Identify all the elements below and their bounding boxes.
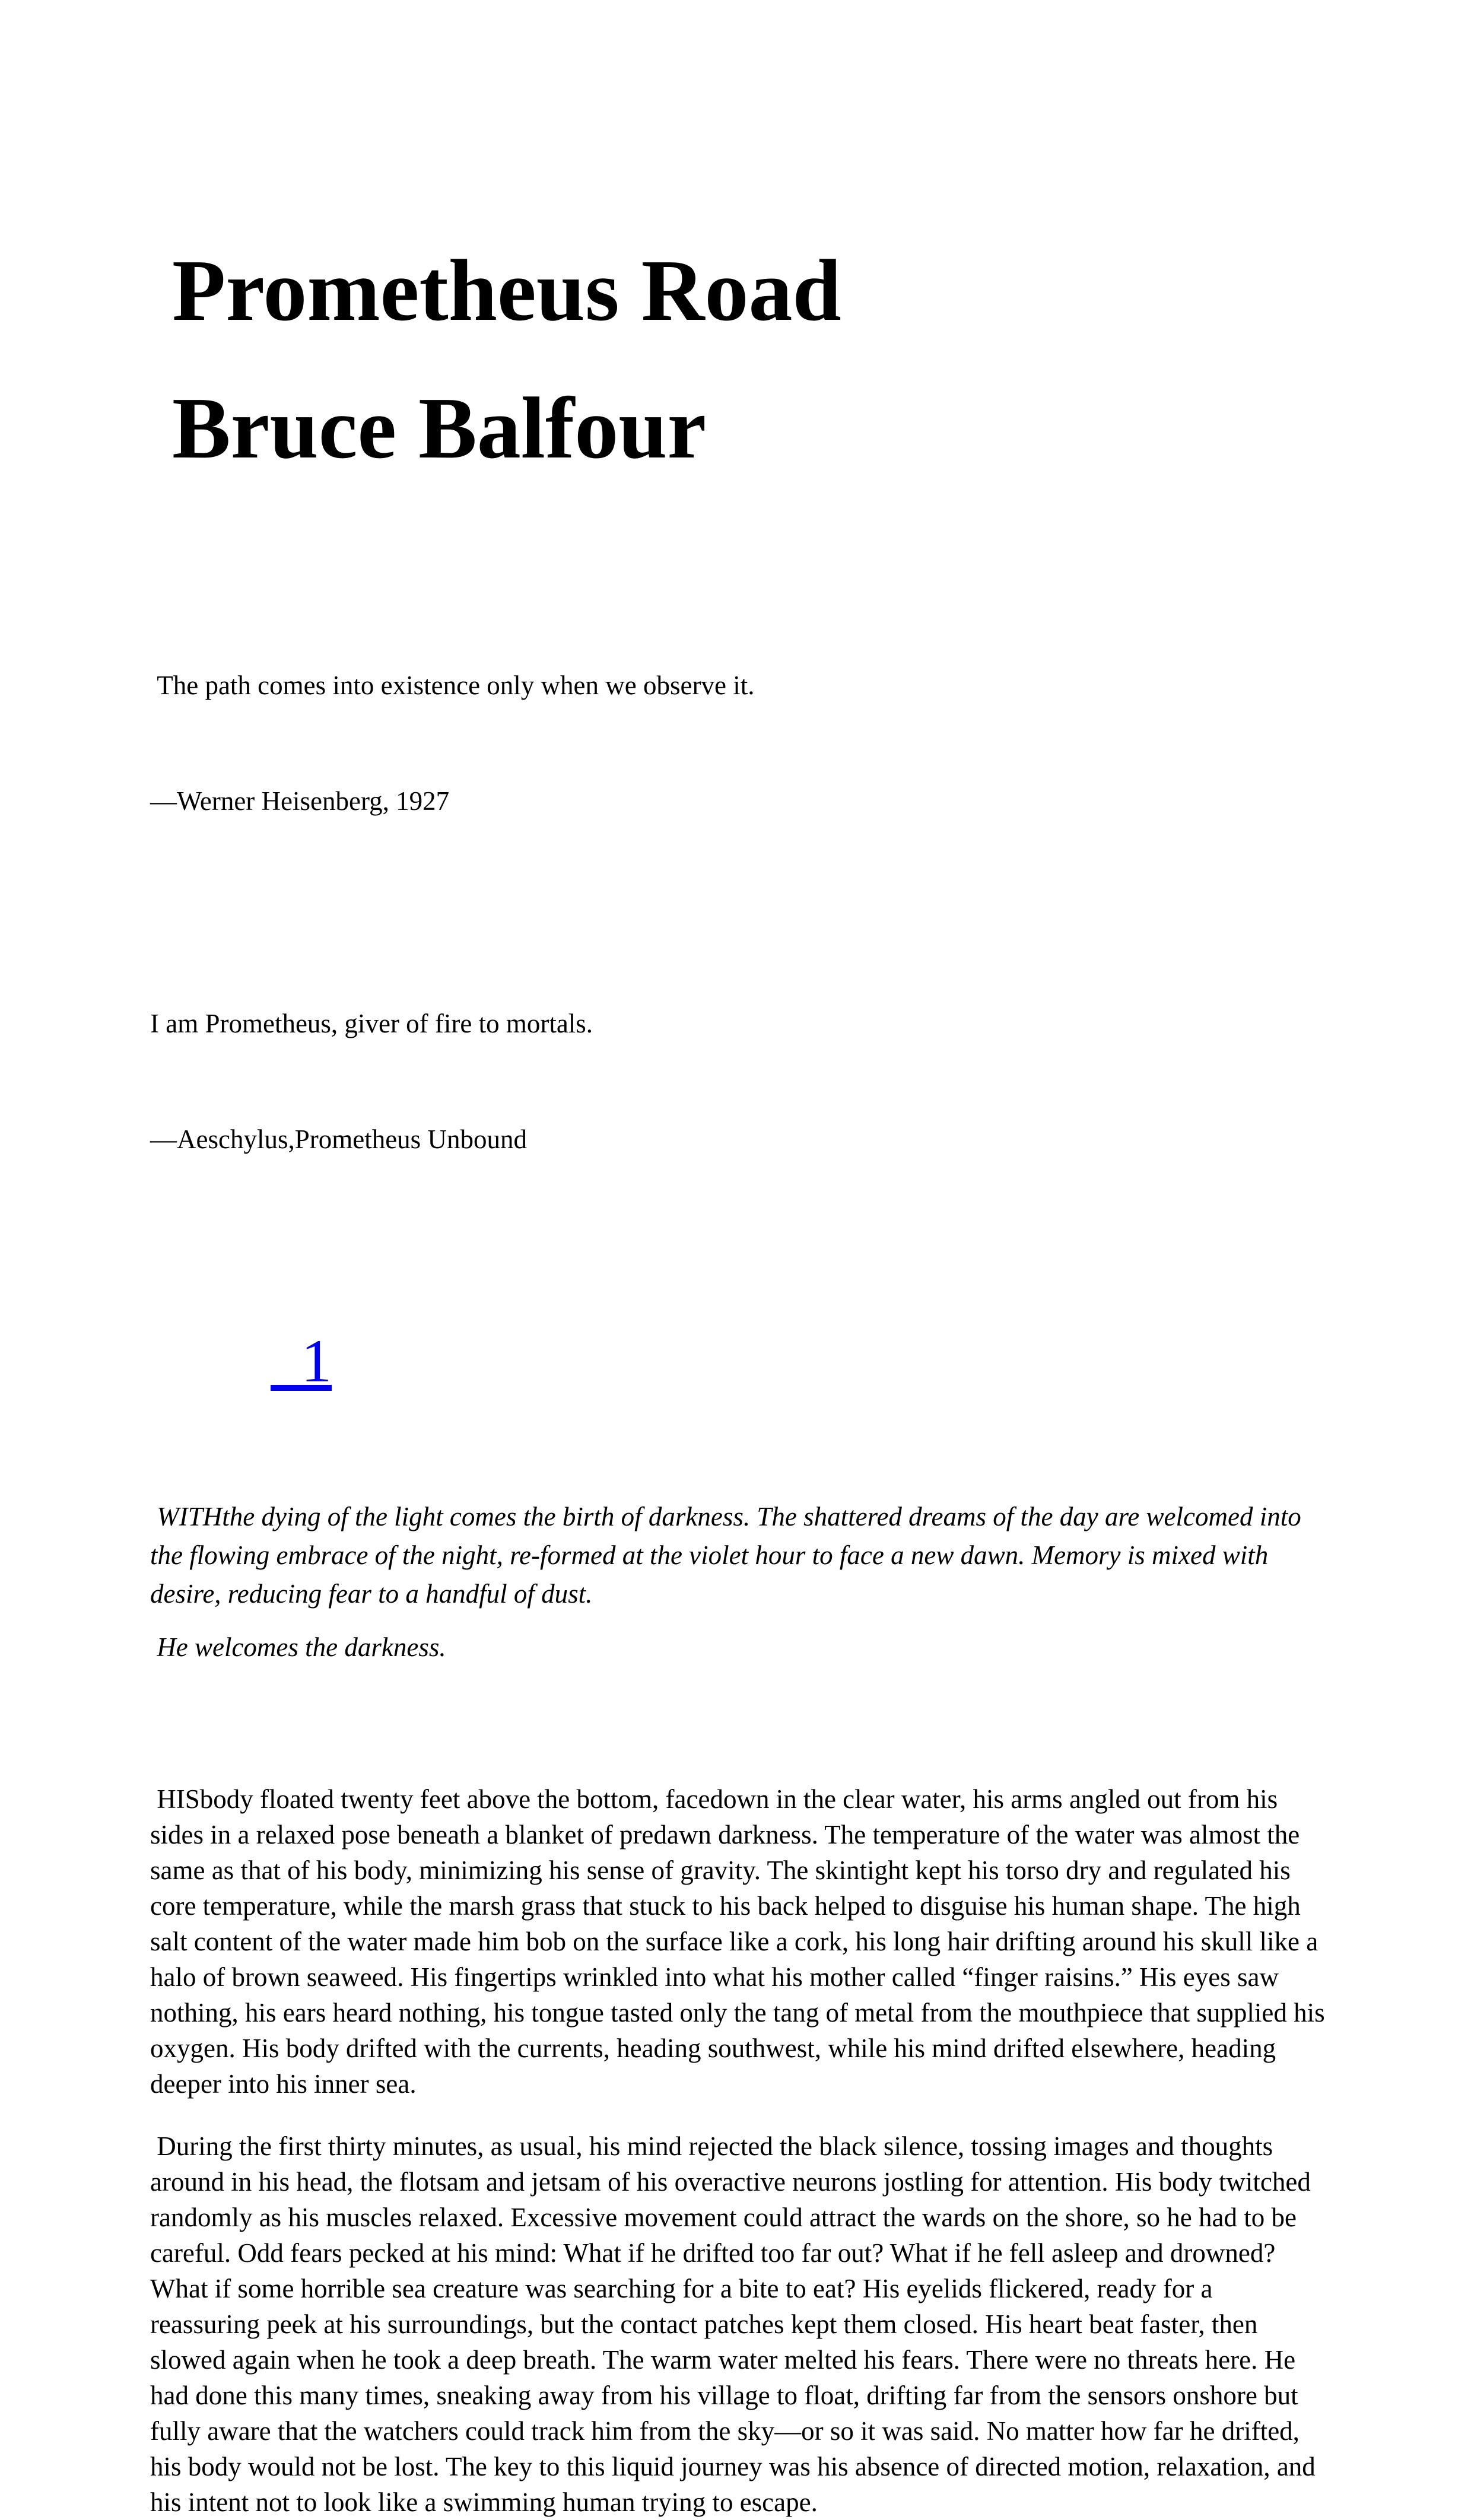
epigraph-quote: I am Prometheus, giver of fire to mortals. bbox=[150, 1009, 593, 1038]
body-paragraph-1: HISbody floated twenty feet above the bottom, facedown in the clear water, his arms angled out from his sides in a relaxed pose beneath a blanket of predawn darkness. The temperature of the water was almost the same as that of his body, minimizing his sense of gravity. The skintight kept his torso dry and regulated his core temperature, while the marsh grass that stuck to his back helped to disguise his human shape. The high salt content of the water made him bob on the surface like a cork, his long hair drifting around his skull like a halo of brown seaweed. His fingertips wrinkled into what his mother called “finger raisins.” His eyes saw nothing, his ears heard nothing, his tongue tasted only the tang of metal from the mouthpiece that supplied his oxygen. His body drifted with the currents, heading southwest, while his mind drifted elsewhere, heading deeper into his inner sea. bbox=[150, 1784, 1332, 2099]
epigraph-attribution: —Werner Heisenberg, 1927 bbox=[150, 786, 450, 816]
epigraph-aeschylus bbox=[150, 927, 1328, 1236]
book-page bbox=[0, 242, 1471, 2517]
author-name: Bruce Balfour bbox=[150, 380, 707, 477]
epigraph-heisenberg bbox=[150, 589, 1328, 898]
intro-paragraph: WITHthe dying of the light comes the birth of darkness. The shattered dreams of the day are welcomed into the flowing embrace of the night, re-formed at the violet hour to face a new dawn. Memory is mixed with desire, reducing fear to a handful of dust. bbox=[150, 1502, 1308, 1609]
chapter-heading bbox=[150, 1270, 1328, 1453]
epigraph-quote: The path comes into existence only when we observe it. bbox=[150, 670, 755, 700]
chapter-1-link[interactable]: 1 bbox=[271, 1327, 332, 1395]
intro-paragraph-2: He welcomes the darkness. bbox=[150, 1632, 446, 1662]
body-paragraph-2: During the first thirty minutes, as usual, his mind rejected the black silence, tossing images and thoughts around in his head, the flotsam and jetsam of his overactive neurons jostling for attention. His body twitched randomly as his muscles relaxed. Excessive movement could attract the wards on the shore, so he had to be careful. Odd fears pecked at his mind: What if he drifted too far out? What if he fell asleep and drowned? What if some horrible sea creature was searching for a bite to eat? His eyelids flickered, ready for a reassuring peek at his surroundings, but the contact patches kept them closed. His heart beat faster, then slowed again when he took a deep breath. The warm water melted his fears. There were no threats here. He had done this many times, sneaking away from his village to float, drifting far from the sensors onshore but fully aware that the watchers could track him from the sky—or so it was said. No matter how far he drifted, his body would not be lost. The key to this liquid journey was his absence of directed motion, relaxation, and his intent not to look like a swimming human trying to escape. bbox=[150, 2131, 1323, 2517]
page-title: Prometheus Road bbox=[150, 242, 841, 339]
epigraph-attribution: —Aeschylus,Prometheus Unbound bbox=[150, 1124, 527, 1154]
